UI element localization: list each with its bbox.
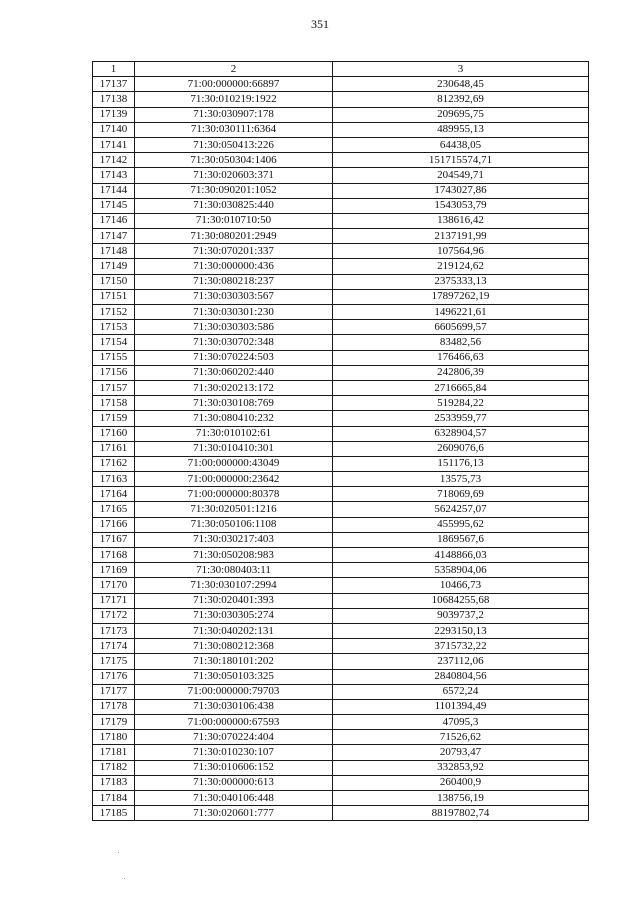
value-cell: 1496221,61	[333, 305, 589, 320]
row-number-cell: 17141	[93, 137, 135, 152]
table-row	[93, 92, 589, 107]
value-cell: 1869567,6	[333, 532, 589, 547]
value-cell: 2840804,56	[333, 669, 589, 684]
table-row	[93, 259, 589, 274]
cadastral-number-cell: 71:30:030106:438	[135, 699, 333, 714]
cadastral-number-cell: 71:30:030111:6364	[135, 122, 333, 137]
cadastral-number-cell: 71:30:040106:448	[135, 791, 333, 806]
value-cell: 237112,06	[333, 654, 589, 669]
table-row	[93, 411, 589, 426]
row-number-cell: 17139	[93, 107, 135, 122]
cadastral-number-cell: 71:30:090201:1052	[135, 183, 333, 198]
value-cell: 64438,05	[333, 137, 589, 152]
value-cell: 6328904,57	[333, 426, 589, 441]
table-row	[93, 229, 589, 244]
row-number-cell: 17180	[93, 730, 135, 745]
row-number-cell: 17150	[93, 274, 135, 289]
table-row	[93, 548, 589, 563]
table-row	[93, 153, 589, 168]
row-number-cell: 17137	[93, 77, 135, 92]
cadastral-number-cell: 71:30:030107:2994	[135, 578, 333, 593]
row-number-cell: 17169	[93, 563, 135, 578]
value-cell: 1543053,79	[333, 198, 589, 213]
value-cell: 17897262,19	[333, 289, 589, 304]
table-row	[93, 213, 589, 228]
value-cell: 151176,13	[333, 456, 589, 471]
row-number-cell: 17162	[93, 456, 135, 471]
cadastral-number-cell: 71:30:010606:152	[135, 760, 333, 775]
table-row	[93, 684, 589, 699]
value-cell: 204549,71	[333, 168, 589, 183]
cadastral-number-cell: 71:00:000000:66897	[135, 77, 333, 92]
cadastral-number-cell: 71:30:020401:393	[135, 593, 333, 608]
table-row	[93, 806, 589, 821]
row-number-cell: 17140	[93, 122, 135, 137]
cadastral-number-cell: 71:30:010102:61	[135, 426, 333, 441]
table-row	[93, 305, 589, 320]
value-cell: 219124,62	[333, 259, 589, 274]
table-row	[93, 274, 589, 289]
value-cell: 718069,69	[333, 487, 589, 502]
value-cell: 1743027,86	[333, 183, 589, 198]
cadastral-number-cell: 71:30:080201:2949	[135, 229, 333, 244]
value-cell: 260400,9	[333, 775, 589, 790]
value-cell: 20793,47	[333, 745, 589, 760]
row-number-cell: 17157	[93, 380, 135, 395]
table-row	[93, 107, 589, 122]
row-number-cell: 17148	[93, 244, 135, 259]
header-row	[93, 62, 589, 77]
table-row	[93, 487, 589, 502]
row-number-cell: 17144	[93, 183, 135, 198]
table-row	[93, 426, 589, 441]
value-cell: 6605699,57	[333, 320, 589, 335]
value-cell: 1101394,49	[333, 699, 589, 714]
cadastral-number-cell: 71:30:010410:301	[135, 441, 333, 456]
column-header-2: 2	[135, 62, 333, 77]
cadastral-number-cell: 71:30:050304:1406	[135, 153, 333, 168]
cadastral-number-cell: 71:30:030217:403	[135, 532, 333, 547]
table-row	[93, 715, 589, 730]
value-cell: 2375333,13	[333, 274, 589, 289]
table-row	[93, 365, 589, 380]
value-cell: 10684255,68	[333, 593, 589, 608]
value-cell: 2137191,99	[333, 229, 589, 244]
table-row	[93, 122, 589, 137]
table-row	[93, 623, 589, 638]
cadastral-number-cell: 71:30:010710:50	[135, 213, 333, 228]
cadastral-number-cell: 71:30:010219:1922	[135, 92, 333, 107]
row-number-cell: 17173	[93, 623, 135, 638]
value-cell: 138756,19	[333, 791, 589, 806]
cadastral-number-cell: 71:30:050413:226	[135, 137, 333, 152]
row-number-cell: 17142	[93, 153, 135, 168]
cadastral-number-cell: 71:30:070224:503	[135, 350, 333, 365]
row-number-cell: 17166	[93, 517, 135, 532]
cadastral-number-cell: 71:30:080403:11	[135, 563, 333, 578]
table-row	[93, 472, 589, 487]
table-row	[93, 289, 589, 304]
cadastral-number-cell: 71:00:000000:23642	[135, 472, 333, 487]
scan-speck	[118, 852, 119, 853]
value-cell: 3715732,22	[333, 639, 589, 654]
cadastral-number-cell: 71:30:020213:172	[135, 380, 333, 395]
row-number-cell: 17172	[93, 608, 135, 623]
table-row	[93, 396, 589, 411]
page-number: 351	[311, 17, 329, 31]
cadastral-number-cell: 71:30:180101:202	[135, 654, 333, 669]
cadastral-number-cell: 71:30:000000:436	[135, 259, 333, 274]
table-row	[93, 335, 589, 350]
cadastral-number-cell: 71:30:080218:237	[135, 274, 333, 289]
cadastral-number-cell: 71:30:060202:440	[135, 365, 333, 380]
table-row	[93, 654, 589, 669]
value-cell: 5358904,06	[333, 563, 589, 578]
row-number-cell: 17179	[93, 715, 135, 730]
value-cell: 455995,62	[333, 517, 589, 532]
value-cell: 71526,62	[333, 730, 589, 745]
value-cell: 2716665,84	[333, 380, 589, 395]
value-cell: 2609076,6	[333, 441, 589, 456]
value-cell: 4148866,03	[333, 548, 589, 563]
row-number-cell: 17156	[93, 365, 135, 380]
cadastral-number-cell: 71:00:000000:43049	[135, 456, 333, 471]
value-cell: 9039737,2	[333, 608, 589, 623]
row-number-cell: 17161	[93, 441, 135, 456]
table-row	[93, 183, 589, 198]
row-number-cell: 17167	[93, 532, 135, 547]
row-number-cell: 17174	[93, 639, 135, 654]
row-number-cell: 17183	[93, 775, 135, 790]
value-cell: 6572,24	[333, 684, 589, 699]
value-cell: 209695,75	[333, 107, 589, 122]
value-cell: 151715574,71	[333, 153, 589, 168]
cadastral-number-cell: 71:30:020603:371	[135, 168, 333, 183]
row-number-cell: 17184	[93, 791, 135, 806]
row-number-cell: 17163	[93, 472, 135, 487]
value-cell: 230648,45	[333, 77, 589, 92]
row-number-cell: 17168	[93, 548, 135, 563]
scan-speck	[124, 878, 125, 879]
row-number-cell: 17143	[93, 168, 135, 183]
cadastral-number-cell: 71:30:000000:613	[135, 775, 333, 790]
column-header-3: 3	[333, 62, 589, 77]
value-cell: 5624257,07	[333, 502, 589, 517]
row-number-cell: 17158	[93, 396, 135, 411]
row-number-cell: 17175	[93, 654, 135, 669]
row-number-cell: 17182	[93, 760, 135, 775]
value-cell: 332853,92	[333, 760, 589, 775]
table-row	[93, 578, 589, 593]
value-cell: 519284,22	[333, 396, 589, 411]
table-row	[93, 699, 589, 714]
cadastral-number-cell: 71:30:030108:769	[135, 396, 333, 411]
cadastral-number-cell: 71:30:030303:586	[135, 320, 333, 335]
table-row	[93, 244, 589, 259]
value-cell: 489955,13	[333, 122, 589, 137]
row-number-cell: 17178	[93, 699, 135, 714]
row-number-cell: 17159	[93, 411, 135, 426]
table-row	[93, 350, 589, 365]
table-row	[93, 791, 589, 806]
cadastral-number-cell: 71:00:000000:79703	[135, 684, 333, 699]
row-number-cell: 17176	[93, 669, 135, 684]
table-row	[93, 456, 589, 471]
table-row	[93, 745, 589, 760]
table-row	[93, 532, 589, 547]
value-cell: 176466,63	[333, 350, 589, 365]
row-number-cell: 17181	[93, 745, 135, 760]
cadastral-number-cell: 71:30:020601:777	[135, 806, 333, 821]
value-cell: 10466,73	[333, 578, 589, 593]
row-number-cell: 17171	[93, 593, 135, 608]
cadastral-number-cell: 71:00:000000:67593	[135, 715, 333, 730]
row-number-cell: 17160	[93, 426, 135, 441]
table-row	[93, 77, 589, 92]
table-row	[93, 563, 589, 578]
cadastral-number-cell: 71:30:050208:983	[135, 548, 333, 563]
row-number-cell: 17185	[93, 806, 135, 821]
cadastral-number-cell: 71:30:010230:107	[135, 745, 333, 760]
data-table	[92, 61, 589, 821]
row-number-cell: 17153	[93, 320, 135, 335]
row-number-cell: 17177	[93, 684, 135, 699]
cadastral-number-cell: 71:30:030303:567	[135, 289, 333, 304]
table-row	[93, 593, 589, 608]
value-cell: 88197802,74	[333, 806, 589, 821]
column-header-1: 1	[93, 62, 135, 77]
cadastral-number-cell: 71:00:000000:80378	[135, 487, 333, 502]
row-number-cell: 17146	[93, 213, 135, 228]
value-cell: 13575,73	[333, 472, 589, 487]
cadastral-number-cell: 71:30:030702:348	[135, 335, 333, 350]
row-number-cell: 17170	[93, 578, 135, 593]
row-number-cell: 17147	[93, 229, 135, 244]
value-cell: 812392,69	[333, 92, 589, 107]
table-row	[93, 380, 589, 395]
table-row	[93, 168, 589, 183]
row-number-cell: 17149	[93, 259, 135, 274]
value-cell: 107564,96	[333, 244, 589, 259]
row-number-cell: 17145	[93, 198, 135, 213]
table-row	[93, 502, 589, 517]
cadastral-number-cell: 71:30:030305:274	[135, 608, 333, 623]
table-row	[93, 137, 589, 152]
row-number-cell: 17165	[93, 502, 135, 517]
table-body	[93, 77, 589, 821]
cadastral-number-cell: 71:30:080212:368	[135, 639, 333, 654]
cadastral-number-cell: 71:30:050103:325	[135, 669, 333, 684]
table-row	[93, 198, 589, 213]
cadastral-number-cell: 71:30:020501:1216	[135, 502, 333, 517]
value-cell: 2293150,13	[333, 623, 589, 638]
table-row	[93, 730, 589, 745]
value-cell: 138616,42	[333, 213, 589, 228]
table-row	[93, 760, 589, 775]
table-row	[93, 608, 589, 623]
cadastral-number-cell: 71:30:080410:232	[135, 411, 333, 426]
cadastral-number-cell: 71:30:050106:1108	[135, 517, 333, 532]
cadastral-number-cell: 71:30:070224:404	[135, 730, 333, 745]
table-row	[93, 639, 589, 654]
table-row	[93, 669, 589, 684]
cadastral-number-cell: 71:30:030825:440	[135, 198, 333, 213]
table-row	[93, 775, 589, 790]
value-cell: 2533959,77	[333, 411, 589, 426]
row-number-cell: 17152	[93, 305, 135, 320]
row-number-cell: 17164	[93, 487, 135, 502]
row-number-cell: 17154	[93, 335, 135, 350]
value-cell: 83482,56	[333, 335, 589, 350]
row-number-cell: 17151	[93, 289, 135, 304]
table-row	[93, 441, 589, 456]
table-row	[93, 517, 589, 532]
row-number-cell: 17155	[93, 350, 135, 365]
cadastral-number-cell: 71:30:030301:230	[135, 305, 333, 320]
value-cell: 242806,39	[333, 365, 589, 380]
table-row	[93, 320, 589, 335]
cadastral-number-cell: 71:30:030907:178	[135, 107, 333, 122]
row-number-cell: 17138	[93, 92, 135, 107]
value-cell: 47095,3	[333, 715, 589, 730]
cadastral-number-cell: 71:30:040202:131	[135, 623, 333, 638]
table-header	[93, 62, 589, 77]
cadastral-number-cell: 71:30:070201:337	[135, 244, 333, 259]
